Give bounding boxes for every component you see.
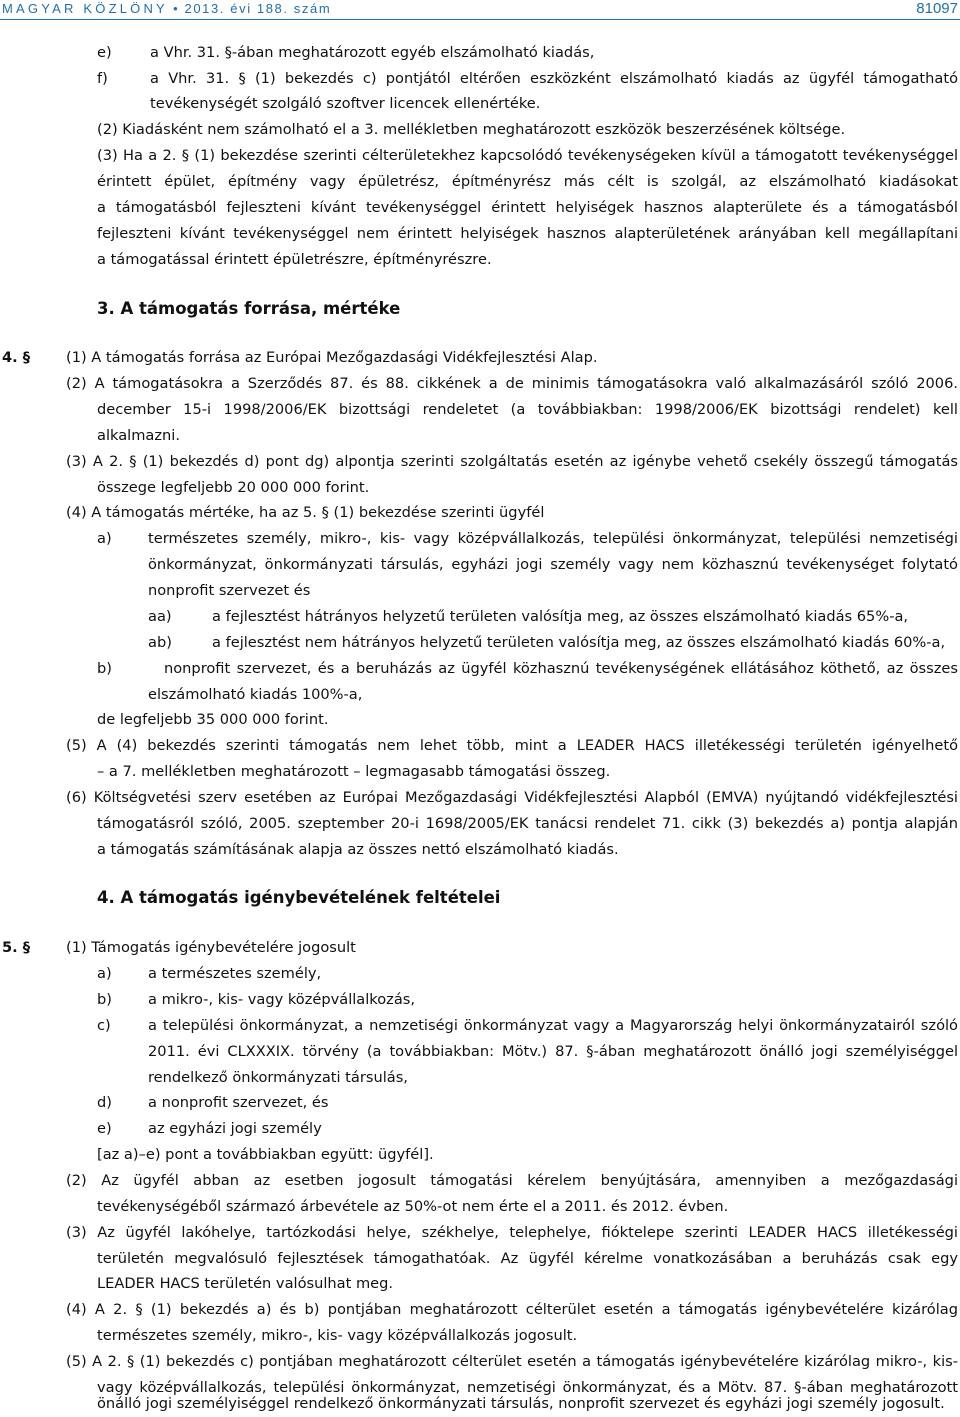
paragraph-5-3: (3) Az ügyfél lakóhelye, tartózkodási helye, székhelye, telephelye, fióktelepe szerinti LEADER HACS illetékességi xyxy=(66,1224,958,1241)
text-line: a települési önkormányzat, a nemzetiségi önkormányzat vagy a Magyarország helyi önkormányzatairól szóló xyxy=(148,1017,958,1034)
text-line: területén megvalósuló fejlesztések támogathatóak. Az ügyfél kérelme vonatkozásában a beruházás csak egy xyxy=(97,1250,958,1267)
paragraph-4-3: (3) A 2. § (1) bekezdés d) pont dg) alpontja szerinti szolgáltatás esetén az igénybe vehető csekély összegű támogatás xyxy=(66,453,958,470)
list-label-c: c) xyxy=(97,1017,111,1034)
text-line: nonprofit szervezet és xyxy=(148,582,311,599)
text-line: az egyházi jogi személy xyxy=(148,1120,322,1137)
paragraph-4-1: (1) A támogatás forrása az Európai Mezőgazdasági Vidékfejlesztési Alap. xyxy=(66,349,598,366)
text-line: alkalmazni. xyxy=(97,427,180,444)
section-heading-4: 4. A támogatás igénybevételének feltételei xyxy=(97,888,501,907)
text-line: LEADER HACS területén valósulhat meg. xyxy=(97,1275,394,1292)
header-bullet: • xyxy=(173,1,180,16)
issue-label: 2013. évi 188. szám xyxy=(184,1,332,16)
text-line: rendelkező önkormányzati társulás, xyxy=(148,1069,408,1086)
text-line: elszámolható kiadás 100%-a, xyxy=(148,686,363,703)
text-line: – a 7. mellékletben meghatározott – legmagasabb támogatási összeg. xyxy=(97,763,611,780)
list-label-a: a) xyxy=(97,965,112,982)
paragraph-5-1: (1) Támogatás igénybevételére jogosult xyxy=(66,939,356,956)
text-line: a Vhr. 31. § (1) bekezdés c) pontjától eltérően eszközként elszámolható kiadás az ügyfél támogatható xyxy=(150,70,958,87)
paragraph-4-4: (4) A támogatás mértéke, ha az 5. § (1) bekezdése szerinti ügyfél xyxy=(66,504,545,521)
text-line: természetes személy, mikro-, kis- vagy középvállalkozás, települési önkormányzat, települési nemzetiségi xyxy=(148,530,958,547)
text-line: vagy középvállalkozás, települési önkormányzat, nemzetiségi önkormányzat, és a Mötv. 87. §-ában meghatározott xyxy=(97,1379,958,1396)
text-line: tevékenységéből származó árbevétele az 50%-ot nem érte el a 2011. és 2012. évben. xyxy=(97,1198,729,1215)
header-rule xyxy=(0,19,960,20)
text-line: a mikro-, kis- vagy középvállalkozás, xyxy=(148,991,416,1008)
journal-title: MAGYAR KÖZLÖNY xyxy=(2,1,168,16)
text-line: december 15-i 1998/2006/EK bizottsági rendeletet (a továbbiakban: 1998/2006/EK bizottsági rendelet) kell xyxy=(97,401,958,418)
text-line: természetes személy, mikro-, kis- vagy középvállalkozás jogosult. xyxy=(97,1327,578,1344)
text-line: önkormányzat, önkormányzati társulás, egyházi jogi személy vagy nem közhasznú tevékenységet folytató xyxy=(148,556,958,573)
page-header xyxy=(0,0,960,22)
text-line: a fejlesztést hátrányos helyzetű területen valósítja meg, az összes elszámolható kiadás 65%-a, xyxy=(212,608,909,625)
section-number-4: 4. § xyxy=(2,349,31,366)
text-line: de legfeljebb 35 000 000 forint. xyxy=(97,711,329,728)
paragraph-3: (3) Ha a 2. § (1) bekezdése szerinti célterületekhez kapcsolódó tevékenységeken kívül a támogatott tevékenységgel xyxy=(97,147,958,164)
page-number: 81097 xyxy=(916,0,958,17)
text-line: tevékenységét szolgáló szoftver licencek ellenértéke. xyxy=(150,95,541,112)
list-label-a: a) xyxy=(97,530,112,547)
text-line: [az a)–e) pont a továbbiakban együtt: ügyfél]. xyxy=(97,1146,434,1163)
text-line: a természetes személy, xyxy=(148,965,322,982)
text-line: a nonprofit szervezet, és xyxy=(148,1094,329,1111)
header-left xyxy=(2,0,331,18)
text-line: a támogatásból fejleszteni kívánt tevékenységgel érintett helyiségek hasznos alapterülete és a támogatásból xyxy=(97,199,958,216)
list-label-d: d) xyxy=(97,1094,112,1111)
list-label-f: f) xyxy=(97,70,108,87)
text-line: a támogatás számításának alapja az összes nettó elszámolható kiadás. xyxy=(97,841,619,858)
section-heading-3: 3. A támogatás forrása, mértéke xyxy=(97,299,401,318)
paragraph-5-2: (2) Az ügyfél abban az esetben jogosult támogatási kérelem benyújtására, amennyiben a mezőgazdasági xyxy=(66,1172,958,1189)
paragraph-5-4: (4) A 2. § (1) bekezdés a) és b) pontjában meghatározott célterület esetén a támogatás igénybevételére kizárólag xyxy=(66,1301,958,1318)
text-line: önálló jogi személyiséggel rendelkező önkormányzati társulás, nonprofit szervezet és egyházi jogi személy jogosult. xyxy=(97,1395,945,1412)
list-label-b: b) xyxy=(97,991,112,1008)
text-line: 2011. évi CLXXXIX. törvény (a továbbiakban: Mötv.) 87. §-ában meghatározott önálló jogi személyiséggel xyxy=(148,1043,958,1060)
section-number-5: 5. § xyxy=(2,939,31,956)
paragraph-4-5: (5) A (4) bekezdés szerinti támogatás nem lehet több, mint a LEADER HACS illetékességi területén igényelhető xyxy=(66,737,958,754)
text-line: érintett épület, építmény vagy épületrész, építményrész más célt is szolgál, az elszámolható kiadásokat xyxy=(97,173,958,190)
list-label-ab: ab) xyxy=(148,634,172,651)
text-line: a fejlesztést nem hátrányos helyzetű területen valósítja meg, az összes elszámolható kiadás 60%-a, xyxy=(212,634,946,651)
text-line: nonprofit szervezet, és a beruházás az ügyfél közhasznú tevékenységének ellátásához köthető, az összes xyxy=(164,660,958,677)
paragraph-2: (2) Kiadásként nem számolható el a 3. mellékletben meghatározott eszközök beszerzésének költsége. xyxy=(97,121,846,138)
text-line: a Vhr. 31. §-ában meghatározott egyéb elszámolható kiadás, xyxy=(150,44,595,61)
paragraph-4-2: (2) A támogatásokra a Szerződés 87. és 88. cikkének a de minimis támogatásokra való alkalmazásáról szóló 2006. xyxy=(66,375,958,392)
list-label-e: e) xyxy=(97,1120,112,1137)
list-label-aa: aa) xyxy=(148,608,172,625)
paragraph-5-5: (5) A 2. § (1) bekezdés c) pontjában meghatározott célterület esetén a támogatás igénybevételére kizárólag mikro-, kis- xyxy=(66,1353,958,1370)
list-label-e: e) xyxy=(97,44,112,61)
text-line: a támogatással érintett épületrészre, építményrészre. xyxy=(97,251,492,268)
paragraph-4-6: (6) Költségvetési szerv esetében az Európai Mezőgazdasági Vidékfejlesztési Alapból (EMVA) nyújtandó vidékfejlesztési xyxy=(66,789,958,806)
text-line: támogatásról szóló, 2005. szeptember 20-i 1698/2005/EK tanácsi rendelet 71. cikk (3) bekezdés a) pontja alapján xyxy=(97,815,958,832)
text-line: összege legfeljebb 20 000 000 forint. xyxy=(97,479,370,496)
text-line: fejleszteni kívánt tevékenységgel nem érintett helyiségek hasznos alapterületének arányában kell megállapítani xyxy=(97,225,958,242)
list-label-b: b) xyxy=(97,660,112,677)
